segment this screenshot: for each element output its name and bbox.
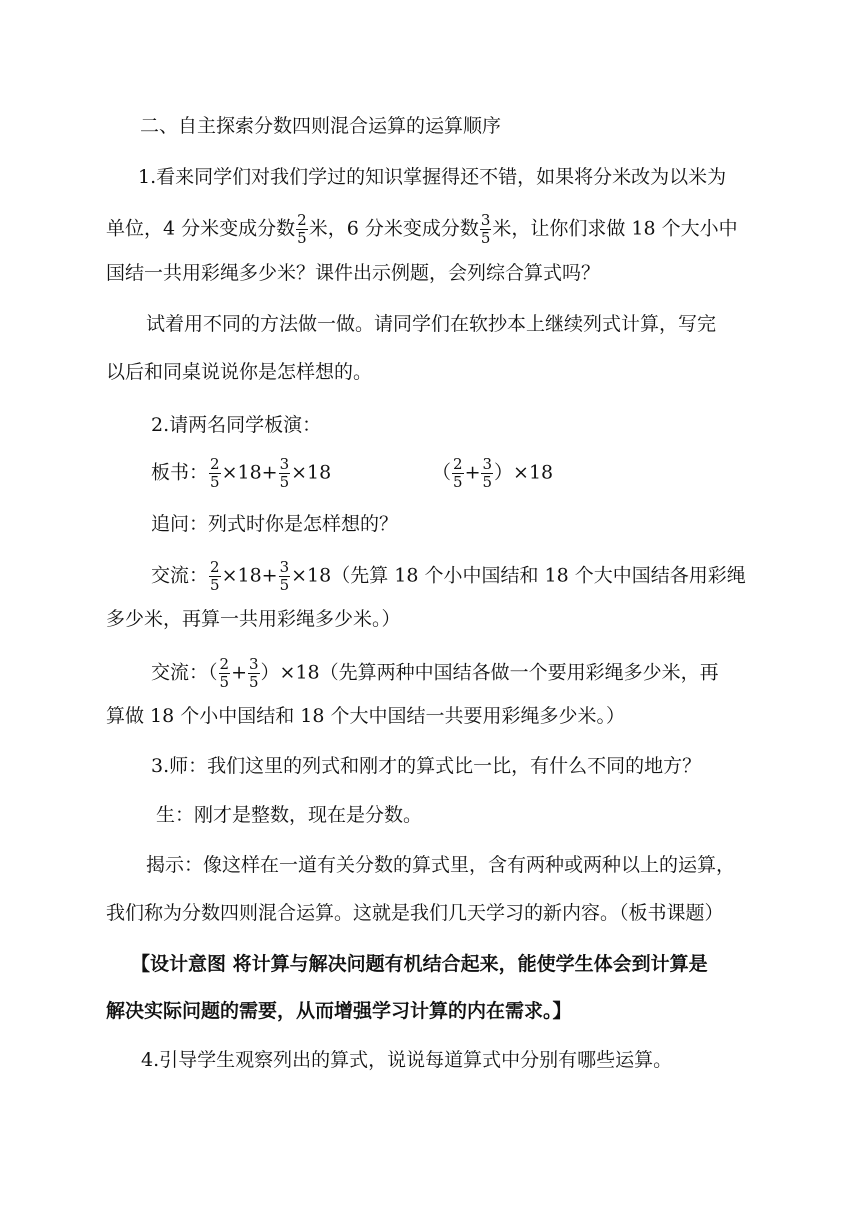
- fraction-2-5: $\frac{2}{5}$: [219, 655, 230, 691]
- fraction-2-5: $\frac{2}{5}$: [297, 211, 307, 247]
- exchange-1-line-1: 交流： $\frac{2}{5}$ ×18+ $\frac{3}{5}$ ×18（先算 18 个小中国结和 18 个大中国结各用彩绳: [151, 558, 746, 594]
- board-expression-1: 板书： $\frac{2}{5}$ ×18+ $\frac{3}{5}$ ×18: [151, 455, 332, 491]
- paragraph-4: 3.师：我们这里的列式和刚才的算式比一比，有什么不同的地方？: [151, 755, 702, 777]
- fraction-3-5: $\frac{3}{5}$: [249, 655, 259, 691]
- paragraph-3: 2.请两名同学板演：: [151, 414, 322, 436]
- section-title: 二、自主探索分数四则混合运算的运算顺序: [140, 115, 502, 137]
- reveal-line-1: 揭示：像这样在一道有关分数的算式里，含有两种或两种以上的运算，: [146, 854, 736, 876]
- fraction-2-5: $\frac{2}{5}$: [210, 558, 220, 594]
- exchange-1-line-2: 多少米，再算一共用彩绳多少米。）: [106, 608, 401, 630]
- fraction-3-5: $\frac{3}{5}$: [279, 455, 290, 491]
- followup-question: 追问：列式时你是怎样想的？: [151, 513, 399, 535]
- fraction-2-5: $\frac{2}{5}$: [210, 455, 220, 491]
- paragraph-1-line-2: 单位，4 分米变成分数 $\frac{2}{5}$ 米，6 分米变成分数 $\frac{3}{5}$ 米，让你们求做 18 个大小中: [106, 211, 738, 247]
- design-intent-line-1: 【设计意图 将计算与解决问题有机结合起来，能使学生体会到计算是: [131, 953, 708, 975]
- fraction-2-5: $\frac{2}{5}$: [453, 455, 463, 491]
- fraction-3-5: $\frac{3}{5}$: [279, 558, 290, 594]
- paragraph-2-line-1: 试着用不同的方法做一做。请同学们在软抄本上继续列式计算，写完: [146, 313, 717, 335]
- fraction-3-5: $\frac{3}{5}$: [482, 455, 493, 491]
- board-expression-2: （ $\frac{2}{5}$ + $\frac{3}{5}$ ）×18: [432, 455, 554, 491]
- fraction-3-5: $\frac{3}{5}$: [480, 211, 491, 247]
- design-intent-line-2: 解决实际问题的需要，从而增强学习计算的内在需求。】: [106, 1000, 572, 1022]
- paragraph-1-line-1: 1.看来同学们对我们学过的知识掌握得还不错，如果将分米改为以米为: [138, 166, 727, 188]
- exchange-2-line-1: 交流：（ $\frac{2}{5}$ + $\frac{3}{5}$ ）×18（先算两种中国结各做一个要用彩绳多少米，再: [151, 655, 719, 691]
- paragraph-1-line-3: 国结一共用彩绳多少米？课件出示例题，会列综合算式吗？: [106, 262, 601, 284]
- reveal-line-2: 我们称为分数四则混合运算。这就是我们几天学习的新内容。（板书课题）: [106, 902, 724, 924]
- paragraph-6: 4.引导学生观察列出的算式，说说每道算式中分别有哪些运算。: [141, 1049, 673, 1071]
- paragraph-2-line-2: 以后和同桌说说你是怎样想的。: [106, 361, 373, 383]
- paragraph-5: 生：刚才是整数，现在是分数。: [156, 804, 423, 826]
- exchange-2-line-2: 算做 18 个小中国结和 18 个大中国结一共要用彩绳多少米。）: [106, 705, 626, 727]
